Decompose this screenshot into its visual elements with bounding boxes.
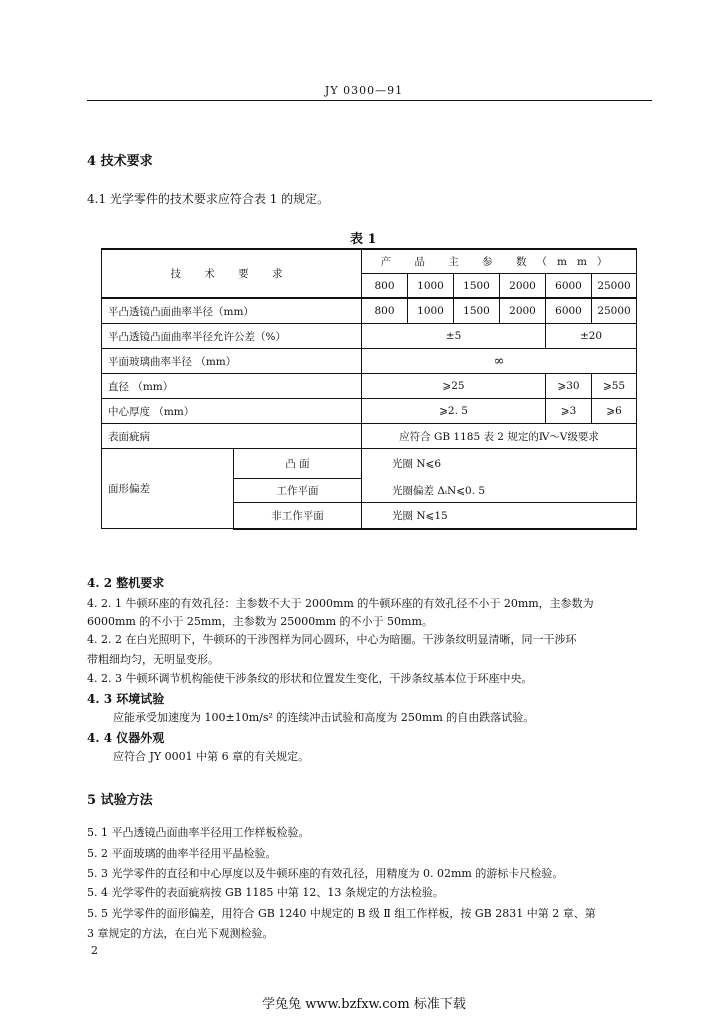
clause-4-3-title: 4. 3 环境试验: [87, 692, 165, 706]
table-cell: 光圈 N⩽6: [362, 449, 637, 479]
clause-4-2-2-line1: 4. 2. 2 在白光照明下，牛顿环的干涉图样为同心圆环，中心为暗圈。干涉条纹明显清晰，同一干涉环: [87, 633, 577, 646]
header-rule: [87, 100, 652, 101]
table-cell: ∞: [362, 349, 637, 374]
clause-5-1: 5. 1 平凸透镜凸面曲率半径用工作样板检验。: [87, 826, 310, 839]
table-cell: ±20: [546, 324, 637, 349]
clause-4-2-title: 4. 2 整机要求: [87, 576, 165, 590]
table-cell: 1000: [408, 298, 454, 324]
param-col-2000: 2000: [500, 274, 546, 299]
clause-4-2-3: 4. 2. 3 牛顿环调节机构能使干涉条纹的形状和位置发生变化，干涉条纹基本位于环座中央。: [87, 672, 533, 685]
row-label-flat-radius: 平面玻璃曲率半径 （mm）: [102, 349, 362, 374]
row-label-form-deviation: 面形偏差: [102, 449, 234, 529]
table-cell: 应符合 GB 1185 表 2 规定的Ⅳ～Ⅴ级要求: [362, 424, 637, 449]
clause-4-2-1-line2: 6000mm 的不小于 25mm，主参数为 25000mm 的不小于 50mm。: [87, 615, 433, 628]
row-label-tolerance: 平凸透镜凸面曲率半径允许公差（%）: [102, 324, 362, 349]
page-number: 2: [91, 944, 98, 957]
table-cell: 光圈 N⩽15: [362, 503, 637, 529]
table-cell: 1500: [454, 298, 500, 324]
document-code-header: JY 0300—91: [324, 84, 404, 97]
sub-label-non-working-plane: 非工作平面: [234, 503, 362, 529]
table-cell: ⩾25: [362, 374, 546, 399]
table-cell: 25000: [592, 298, 637, 324]
clause-4-2-1-line1: 4. 2. 1 牛顿环座的有效孔径：主参数不大于 2000mm 的牛顿环座的有效孔径不小于 20mm，主参数为: [87, 597, 594, 610]
table-1: [101, 248, 637, 530]
param-col-800: 800: [362, 274, 408, 299]
param-col-6000: 6000: [546, 274, 592, 299]
param-col-1000: 1000: [408, 274, 454, 299]
table-cell: 2000: [500, 298, 546, 324]
table-cell: 6000: [546, 298, 592, 324]
table-cell: 800: [362, 298, 408, 324]
row-label-thickness: 中心厚度 （mm）: [102, 399, 362, 424]
row-label-diameter: 直径 （mm）: [102, 374, 362, 399]
table-cell: ⩾55: [592, 374, 637, 399]
row-label-surface-defects: 表面疵病: [102, 424, 362, 449]
clause-4-2-2-line2: 带粗细均匀，无明显变形。: [87, 653, 219, 666]
clause-4-4-body: 应符合 JY 0001 中第 6 章的有关规定。: [113, 750, 310, 763]
table-header-parameters: 产 品 主 参 数（mm）: [362, 249, 637, 274]
table-cell: 光圈偏差 ΔᵢN⩽0. 5: [362, 479, 637, 503]
table-header-requirements: 技 术 要 求: [102, 249, 362, 298]
clause-5-5-line1: 5. 5 光学零件的面形偏差，用符合 GB 1240 中规定的 B 级 Ⅱ 组工作样板，按 GB 2831 中第 2 章、第: [87, 907, 596, 920]
clause-4-1: 4.1 光学零件的技术要求应符合表 1 的规定。: [87, 192, 330, 206]
table-cell: ⩾30: [546, 374, 592, 399]
section-5-title: 5 试验方法: [87, 793, 153, 808]
clause-4-3-body: 应能承受加速度为 100±10m/s² 的连续冲击试验和高度为 250mm 的自由跌落试验。: [113, 711, 535, 724]
param-col-25000: 25000: [592, 274, 637, 299]
sub-label-convex: 凸 面: [234, 449, 362, 479]
table-1-caption: 表 1: [350, 232, 377, 247]
clause-5-2: 5. 2 平面玻璃的曲率半径用平晶检验。: [87, 847, 277, 860]
table-cell: ⩾2. 5: [362, 399, 546, 424]
clause-5-3: 5. 3 光学零件的直径和中心厚度以及牛顿环座的有效孔径，用精度为 0. 02mm 的游标卡尺检验。: [87, 867, 564, 880]
sub-label-working-plane: 工作平面: [234, 479, 362, 503]
section-4-title: 4 技术要求: [87, 154, 153, 169]
clause-5-5-line2: 3 章规定的方法，在白光下观测检验。: [87, 927, 274, 940]
download-footer: 学兔兔 www.bzfxw.com 标准下载: [262, 997, 466, 1012]
clause-5-4: 5. 4 光学零件的表面疵病按 GB 1185 中第 12、13 条规定的方法检验。: [87, 886, 444, 899]
row-label-radius: 平凸透镜凸面曲率半径（mm）: [102, 298, 362, 324]
table-cell: ±5: [362, 324, 546, 349]
param-col-1500: 1500: [454, 274, 500, 299]
table-cell: ⩾6: [592, 399, 637, 424]
clause-4-4-title: 4. 4 仪器外观: [87, 731, 165, 745]
table-cell: ⩾3: [546, 399, 592, 424]
